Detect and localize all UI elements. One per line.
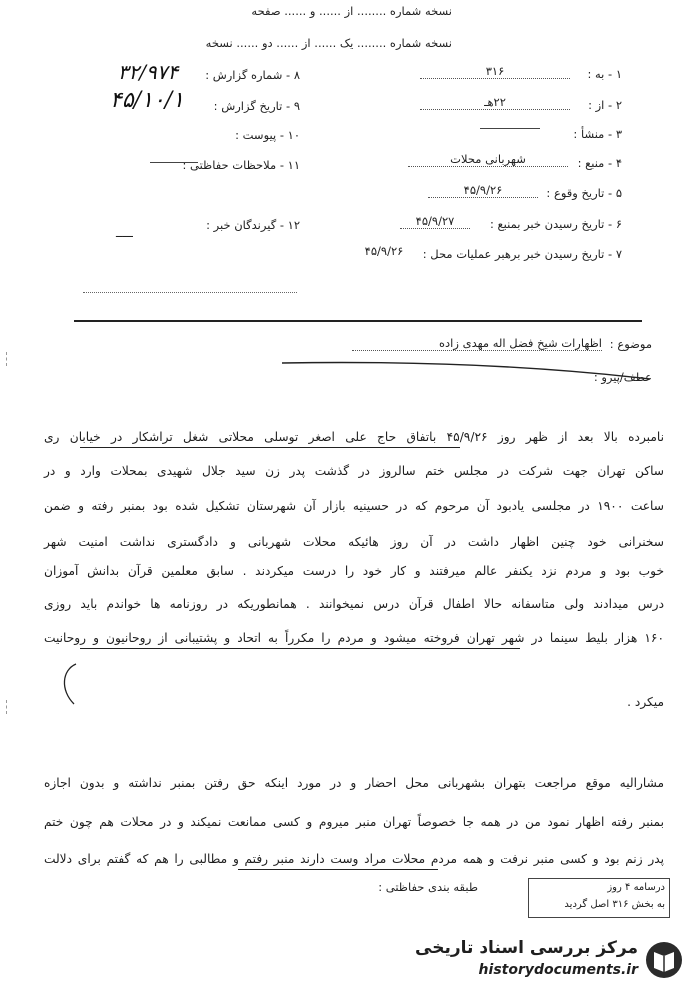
body-line-4: سخنرانی خود چنین اظهار داشت در آن روز هائیکه محلات شهربانی و دادگستری نداشت امنیت شهر bbox=[44, 535, 664, 549]
body-line-1: نامبرده بالا بعد از ظهر روز ۴۵/۹/۲۶ باتفاق حاج علی اصغر توسلی محلاتی شغل تراشکار در خیابان ری bbox=[44, 430, 664, 444]
body-line-8: میکرد . bbox=[627, 695, 664, 709]
report-no-value: ۳۲/۹۷۴ bbox=[117, 60, 179, 84]
from-label: ۲ - از : bbox=[588, 98, 622, 112]
recipients-value: ـــــ bbox=[116, 226, 133, 240]
body-line-3: ساعت ۱۹۰۰ در مجلسی یادبود آن مرحوم که در حسینیه بازار آن شهرستان تشکیل شده بود بمنبر رفته و ضمن bbox=[44, 499, 664, 513]
security-blank-line bbox=[150, 162, 198, 163]
body-line-2: ساکن تهران جهت شرکت در مجلس ختم سالروز در گذشت پدر زن سید جلال شهیدی بمحلات وارد و در bbox=[44, 464, 664, 478]
source-value: شهربانی محلات bbox=[408, 152, 568, 167]
margin-speck bbox=[6, 352, 15, 366]
received-hq-value: ۴۵/۹/۲۶ bbox=[364, 244, 404, 258]
origin-blank-line bbox=[480, 128, 540, 129]
subject-value: اظهارات شیخ فضل اله مهدی زاده bbox=[352, 336, 602, 351]
body-line-5: خوب بود و مردم نزد یکنفر عالم میرفتند و کار خود را درست میکردند . سابق معلمین قرآن بدانش آموزان bbox=[44, 564, 664, 578]
report-date-value: ۴۵/۱۰/۱ bbox=[110, 88, 184, 113]
classification-label: طبقه بندی حفاظتی : bbox=[378, 880, 478, 894]
recipients-label: ۱۲ - گیرندگان خبر : bbox=[206, 218, 300, 232]
copy-line-top: نسخه شماره ........ از ...... و ...... صفحه bbox=[251, 4, 452, 18]
received-hq-label: ۷ - تاریخ رسیدن خبر برهبر عملیات محل : bbox=[422, 247, 622, 261]
margin-speck bbox=[6, 700, 15, 714]
watermark-url: historydocuments.ir bbox=[478, 962, 638, 978]
report-no-label: ۸ - شماره گزارش : bbox=[205, 68, 300, 82]
stamp-line-2: به بخش ۳۱۶ اصل گردید bbox=[564, 899, 665, 910]
from-value: ۲۲هـ bbox=[420, 95, 570, 110]
received-source-label: ۶ - تاریخ رسیدن خبر بمنبع : bbox=[489, 217, 622, 231]
stamp-line-1: درسامه ۴ روز bbox=[607, 882, 665, 893]
watermark-title: مرکز بررسی اسناد تاریخی bbox=[415, 938, 638, 958]
ref-label: عطف/پیرو : bbox=[593, 370, 652, 384]
recipients-dotted-line bbox=[83, 292, 297, 293]
body-line-6: درس میدادند ولی متاسفانه حالا اطفال قرآن درس نمیخوانند . همانطوریکه در روزنامه ها خواندم باید روزی bbox=[44, 597, 664, 611]
para2-line-3: پدر زنم بود و کسی منبر نرفت و همه مردم محلات مراد وست دارند منبر رفتم و مطالبی را هم که گفتم برای دلالت bbox=[44, 852, 664, 866]
margin-bracket-mark bbox=[52, 660, 82, 710]
header-separator bbox=[74, 320, 642, 322]
body-line-7-underline bbox=[80, 648, 520, 649]
copy-line: نسخه شماره ........ یک ...... از ...... دو ...... نسخه bbox=[205, 36, 452, 50]
subject-underline-stroke bbox=[280, 355, 660, 385]
para2-line-3-underline bbox=[238, 869, 438, 870]
watermark bbox=[390, 936, 690, 984]
body-line-1-underline bbox=[80, 447, 460, 448]
event-date-label: ۵ - تاریخ وقوع : bbox=[546, 186, 622, 200]
report-date-label: ۹ - تاریخ گزارش : bbox=[213, 99, 300, 113]
para2-line-1: مشارالیه موقع مراجعت بتهران بشهربانی محل احضار و در مورد اینکه حق رفتن بمنبر نداشته و بدون اجازه bbox=[44, 776, 664, 790]
security-label: ۱۱ - ملاحظات حفاظتی : bbox=[182, 158, 300, 172]
book-logo-icon bbox=[644, 940, 684, 980]
body-line-7: ۱۶۰ هزار بلیط سینما در شهر تهران فروخته میشود و مردم را مکرراً به اتحاد و پشتیبانی از روحانیون و روحانیت bbox=[44, 631, 664, 645]
to-value: ۳۱۶ bbox=[420, 64, 570, 79]
para2-line-2: بمنبر رفته اظهار نمود من در همه جا خصوصاً تهران منبر میروم و کسی ممانعت نمیکند و در محلات هم چون ختم bbox=[44, 815, 664, 829]
event-date-value: ۴۵/۹/۲۶ bbox=[428, 183, 538, 198]
attachment-label: ۱۰ - پیوست : bbox=[235, 128, 300, 142]
to-label: ۱ - به : bbox=[587, 67, 622, 81]
source-label: ۴ - منبع : bbox=[577, 156, 622, 170]
subject-label: موضوع : bbox=[609, 337, 652, 351]
origin-label: ۳ - منشأ : bbox=[573, 127, 622, 141]
received-stamp bbox=[528, 878, 670, 918]
received-source-value: ۴۵/۹/۲۷ bbox=[400, 214, 470, 229]
